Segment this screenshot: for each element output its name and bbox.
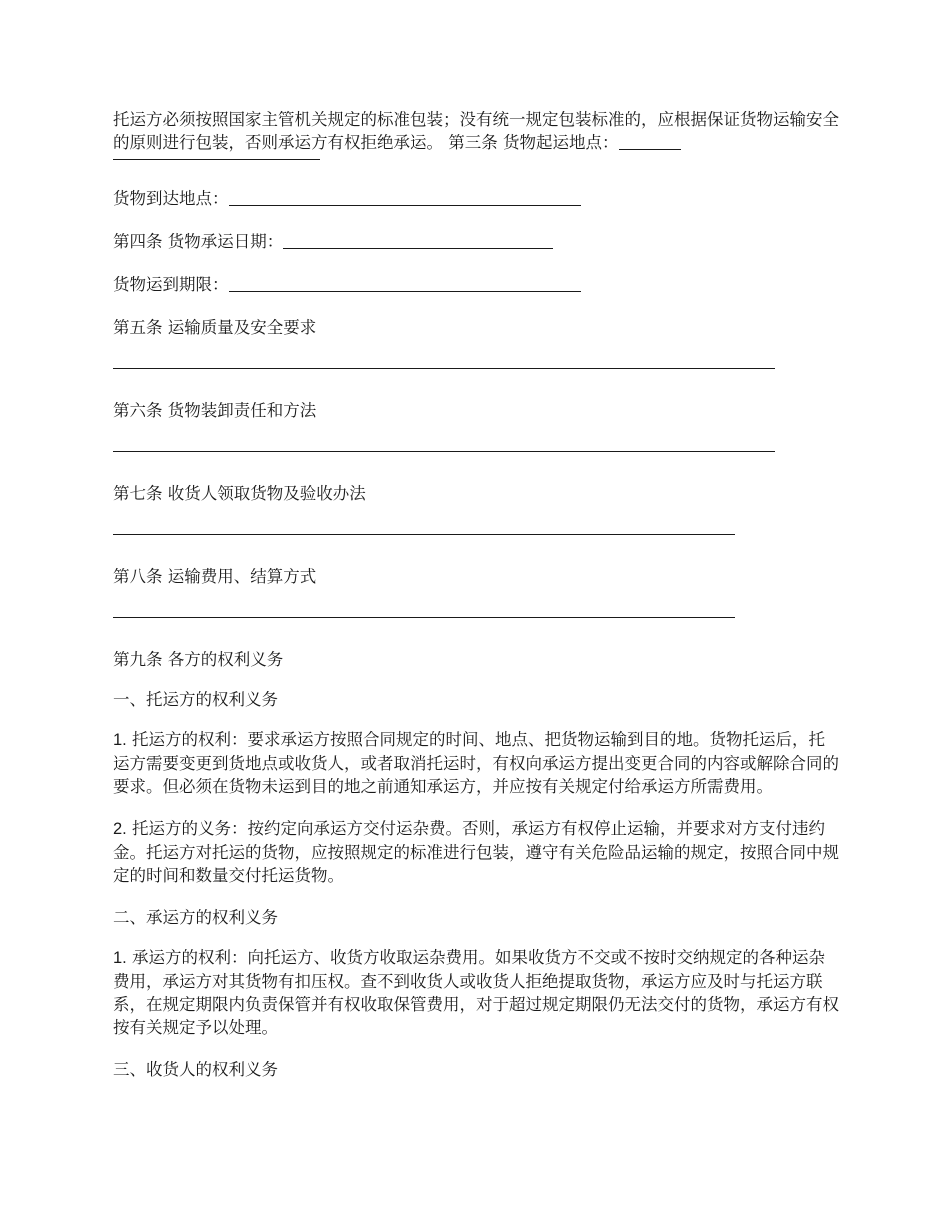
article-6-heading: 第六条 货物装卸责任和方法: [113, 401, 317, 420]
article-6-blank: [113, 451, 775, 452]
origin-blank-continuation: [113, 159, 320, 160]
paragraph-text: 托运方的权利：要求承运方按照合同规定的时间、地点、把货物运输到目的地。货物托运后，托运方需要变更到货地点或收货人，或者取消托运时，有权向承运方提出变更合同的内容或解除合同的要求。但必须在货物未运到目的地之前通知承运方，并应按有关规定付给承运方所需费用。: [113, 730, 839, 796]
deadline-label: 货物运到期限：: [113, 275, 229, 294]
origin-blank: [619, 133, 681, 150]
article-4-field: [113, 230, 841, 253]
paragraph-number: 1.: [113, 949, 127, 967]
section-1-paragraph-2: [113, 817, 841, 887]
arrival-field: [113, 187, 841, 210]
article-5-heading: 第五条 运输质量及安全要求: [113, 318, 317, 337]
paragraph-text: 托运方的义务：按约定向承运方交付运杂费。否则，承运方有权停止运输，并要求对方支付违约金。托运方对托运的货物，应按照规定的标准进行包装，遵守有关危险品运输的规定，按照合同中规定的时间和数量交付托运货物。: [113, 819, 839, 885]
intro-text: 托运方必须按照国家主管机关规定的标准包装；没有统一规定包装标准的，应根据保证货物运输安全的原则进行包装，否则承运方有权拒绝承运。 第三条 货物起运地点：: [113, 110, 839, 152]
deadline-blank: [229, 275, 581, 292]
article-9-heading: 第九条 各方的权利义务: [113, 650, 284, 669]
article-8-blank: [113, 617, 735, 618]
article-8-heading: 第八条 运输费用、结算方式: [113, 567, 317, 586]
deadline-field: [113, 273, 841, 296]
article-7-heading: 第七条 收货人领取货物及验收办法: [113, 484, 366, 503]
paragraph-number: 2.: [113, 820, 127, 838]
paragraph-text: 承运方的权利：向托运方、收货方收取运杂费用。如果收货方不交或不按时交纳规定的各种运杂费用，承运方对其货物有扣压权。查不到收货人或收货人拒绝提取货物，承运方应及时与托运方联系，在规定期限内负责保管并有权收取保管费用，对于超过规定期限仍无法交付的货物，承运方有权按有关规定予以处理。: [113, 948, 839, 1037]
article-4-blank: [283, 232, 553, 249]
article-5-blank: [113, 368, 775, 369]
document-body: [113, 108, 841, 1098]
arrival-label: 货物到达地点：: [113, 189, 229, 208]
section-1-heading: 一、托运方的权利义务: [113, 690, 278, 709]
paragraph-number: 1.: [113, 731, 127, 749]
section-3-heading: 三、收货人的权利义务: [113, 1060, 278, 1079]
intro-paragraph: [113, 108, 841, 154]
section-2-paragraph-1: [113, 946, 841, 1039]
arrival-blank: [229, 189, 581, 206]
article-4-label: 第四条 货物承运日期：: [113, 232, 284, 251]
article-7-blank: [113, 534, 735, 535]
section-2-heading: 二、承运方的权利义务: [113, 908, 278, 927]
section-1-paragraph-1: [113, 728, 841, 798]
